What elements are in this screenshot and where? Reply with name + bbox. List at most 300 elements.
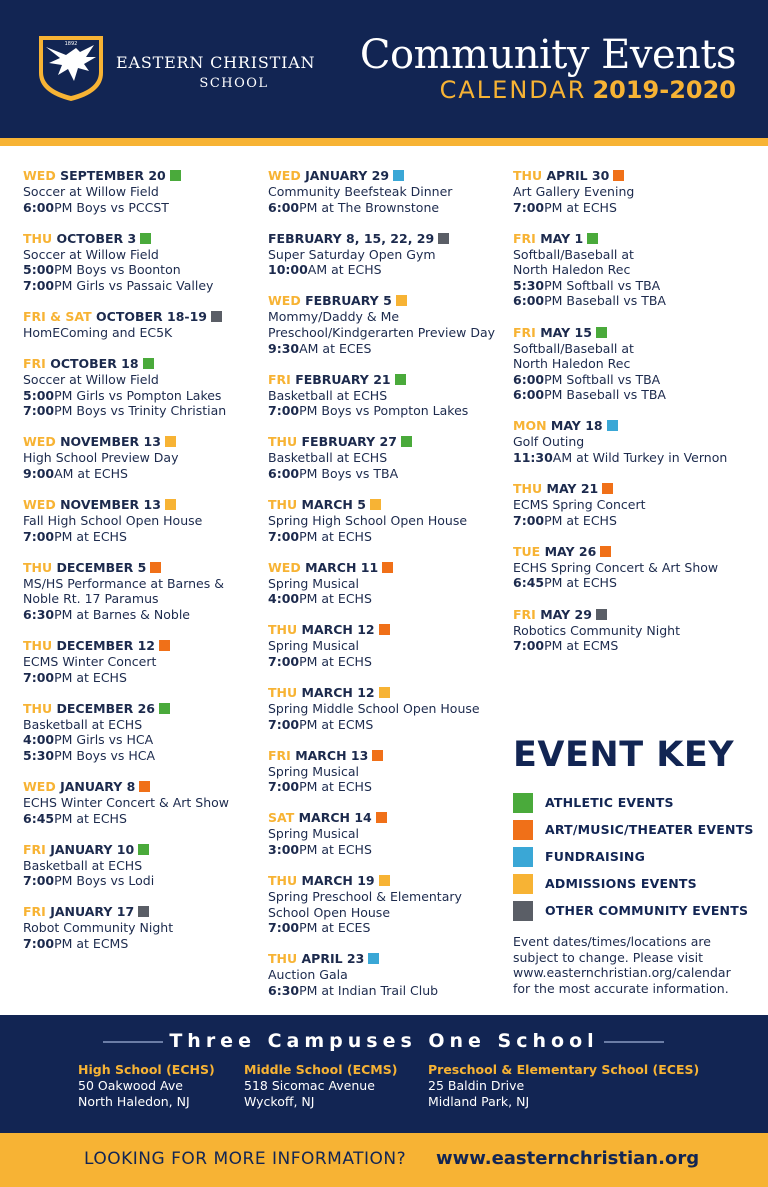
event-detail-line	[268, 388, 508, 404]
event-detail-text: Softball/Baseball at	[513, 340, 634, 356]
event-detail-line	[268, 638, 508, 654]
event-key	[513, 735, 753, 924]
event-date: JANUARY 29	[305, 168, 390, 183]
event-detail-text: PM Boys vs HCA	[54, 747, 156, 763]
logo-year: 1892	[64, 41, 78, 47]
school-subtitle: SCHOOL	[199, 76, 269, 91]
event-time: 5:30	[23, 747, 55, 763]
event-type-square-icon	[379, 624, 390, 635]
event-header	[268, 685, 508, 701]
event-time: 6:00	[23, 199, 55, 215]
event-detail-line	[23, 920, 263, 936]
event-type-square-icon	[368, 953, 379, 964]
events-column-3	[513, 168, 753, 669]
event-detail-line	[268, 341, 508, 357]
more-info-question: LOOKING FOR MORE INFORMATION?	[84, 1149, 407, 1169]
event-type-square-icon	[138, 906, 149, 917]
event-day: FRI	[513, 230, 536, 246]
event-type-square-icon	[372, 750, 383, 761]
event-detail-line	[23, 403, 263, 419]
note-line: for the most accurate information.	[513, 980, 729, 996]
event-detail-line	[268, 920, 508, 936]
event-header	[23, 168, 263, 184]
event-key-item	[513, 789, 753, 816]
campuses-title: Three Campuses One School	[169, 1030, 599, 1052]
event-detail-line	[23, 732, 263, 748]
event-detail-line	[513, 638, 753, 654]
event-detail-line	[23, 372, 263, 388]
event-detail-text: PM at ECMS	[54, 935, 129, 951]
event-detail-text: ECMS Spring Concert	[513, 497, 646, 513]
event-item	[268, 231, 508, 278]
campus-name: Preschool & Elementary School (ECES)	[428, 1062, 700, 1077]
event-type-square-icon	[396, 295, 407, 306]
event-day: THU	[513, 168, 543, 183]
event-item	[23, 309, 263, 341]
website-link[interactable]: www.easternchristian.org	[436, 1148, 700, 1169]
event-detail-text: Basketball at ECHS	[23, 857, 143, 873]
event-date: FEBRUARY 8, 15, 22, 29	[268, 230, 435, 246]
event-detail-text: PM at ECMS	[299, 716, 374, 732]
event-time: 7:00	[513, 638, 545, 654]
event-item	[23, 904, 263, 951]
event-detail-line	[23, 607, 263, 623]
event-day: MON	[513, 418, 547, 434]
events-column-2	[268, 168, 508, 1014]
event-detail-text: PM Baseball vs TBA	[544, 387, 666, 403]
note-line: www.easternchristian.org/calendar	[513, 965, 731, 981]
campus-address-line: 50 Oakwood Ave	[78, 1078, 183, 1093]
event-type-square-icon	[596, 609, 607, 620]
event-day: WED	[268, 559, 301, 575]
event-type-square-icon	[165, 436, 176, 447]
header-accent-bar	[0, 138, 768, 146]
event-time: 3:00	[268, 842, 300, 858]
event-time: 7:00	[268, 716, 300, 732]
event-detail-text: Robot Community Night	[23, 920, 174, 936]
event-detail-text: Robotics Community Night	[513, 622, 680, 638]
event-date: MARCH 12	[301, 622, 375, 638]
event-date: MARCH 12	[301, 685, 375, 701]
event-time: 5:00	[23, 387, 55, 403]
event-detail-text: Softball/Baseball at	[513, 246, 634, 262]
event-detail-line	[23, 278, 263, 294]
event-detail-line	[513, 372, 753, 388]
event-date: DECEMBER 12	[56, 638, 156, 653]
event-day: THU	[268, 434, 298, 450]
event-date: DECEMBER 26	[56, 700, 156, 716]
key-color-square-icon	[513, 901, 533, 921]
event-type-square-icon	[587, 233, 598, 244]
event-date: JANUARY 8	[60, 778, 136, 794]
event-detail-line	[23, 748, 263, 764]
event-detail-line	[268, 466, 508, 482]
event-detail-text: ECHS Winter Concert & Art Show	[23, 794, 230, 810]
campus-address-line: North Haledon, NJ	[78, 1094, 190, 1109]
event-detail-line	[513, 200, 753, 216]
event-detail-line	[513, 247, 753, 263]
event-type-square-icon	[138, 844, 149, 855]
event-day: FRI	[513, 324, 536, 340]
event-detail-text: PM at ECHS	[299, 591, 372, 607]
event-detail-text: Noble Rt. 17 Paramus	[23, 591, 159, 607]
event-time: 7:00	[23, 669, 55, 685]
event-header	[513, 168, 753, 184]
campus-address-line: Wyckoff, NJ	[244, 1094, 315, 1109]
event-time: 7:00	[23, 935, 55, 951]
year-label: 2019-2020	[592, 76, 736, 104]
event-detail-line	[23, 247, 263, 263]
event-date: OCTOBER 18	[50, 356, 139, 372]
event-type-square-icon	[395, 374, 406, 385]
event-detail-text: Preschool/Kindgerarten Preview Day	[268, 324, 496, 340]
event-detail-text: PM at ECHS	[299, 842, 372, 858]
key-color-square-icon	[513, 874, 533, 894]
event-time: 7:00	[268, 403, 300, 419]
event-header	[268, 372, 508, 388]
event-detail-line	[23, 388, 263, 404]
event-key-label: FUNDRAISING	[545, 849, 646, 864]
event-detail-line	[23, 529, 263, 545]
event-detail-line	[23, 576, 263, 592]
event-detail-text: PM at ECHS	[544, 199, 617, 215]
event-day: FRI	[268, 371, 291, 387]
event-item	[268, 372, 508, 419]
event-day: WED	[23, 168, 56, 183]
event-item	[268, 497, 508, 544]
event-item	[23, 434, 263, 481]
event-type-square-icon	[602, 483, 613, 494]
event-item	[23, 779, 263, 826]
event-detail-text: Soccer at Willow Field	[23, 372, 159, 388]
event-date: MAY 29	[540, 606, 592, 622]
event-detail-text: Community Beefsteak Dinner	[268, 184, 453, 199]
event-item	[268, 168, 508, 215]
event-detail-line	[23, 466, 263, 482]
event-time: 5:30	[513, 277, 545, 293]
event-detail-text: AM at ECHS	[54, 465, 128, 481]
event-day: FRI	[268, 747, 291, 763]
event-day: THU	[23, 638, 53, 653]
event-header	[23, 779, 263, 795]
event-type-square-icon	[393, 170, 404, 181]
event-date: MARCH 13	[295, 747, 369, 763]
event-date: FEBRUARY 21	[295, 371, 391, 387]
event-detail-line	[513, 450, 753, 466]
event-detail-line	[513, 387, 753, 403]
event-day: FRI	[23, 904, 46, 920]
event-time: 6:00	[268, 199, 300, 215]
event-detail-text: MS/HS Performance at Barnes &	[23, 575, 224, 591]
event-header	[23, 356, 263, 372]
event-detail-text: PM Girls vs Pompton Lakes	[54, 387, 222, 403]
event-day: TUE	[513, 543, 541, 559]
event-detail-line	[268, 826, 508, 842]
event-detail-line	[268, 779, 508, 795]
event-time: 7:00	[268, 779, 300, 795]
event-detail-line	[268, 513, 508, 529]
page-title: Community Events	[359, 32, 736, 78]
event-item	[23, 638, 263, 685]
event-detail-line	[513, 356, 753, 372]
event-detail-text: Basketball at ECHS	[23, 716, 143, 732]
event-type-square-icon	[596, 327, 607, 338]
event-key-label: ART/MUSIC/THEATER EVENTS	[545, 822, 754, 837]
event-detail-line	[513, 341, 753, 357]
event-header	[268, 434, 508, 450]
event-date: MAY 21	[546, 481, 599, 497]
event-detail-text: PM at ECHS	[54, 810, 127, 826]
event-type-square-icon	[165, 499, 176, 510]
event-day: FRI	[23, 356, 46, 372]
event-time: 6:00	[513, 387, 545, 403]
event-time: 5:00	[23, 262, 55, 278]
event-type-square-icon	[159, 640, 170, 651]
event-date: DECEMBER 5	[56, 559, 147, 575]
event-detail-line	[513, 513, 753, 529]
event-header	[23, 434, 263, 450]
campus-middle-school	[244, 1062, 397, 1110]
event-type-square-icon	[376, 812, 387, 823]
event-detail-text: PM at ECHS	[544, 575, 617, 591]
event-detail-line	[23, 936, 263, 952]
event-date: MARCH 14	[298, 810, 372, 826]
event-type-square-icon	[607, 420, 618, 431]
event-detail-line	[23, 325, 263, 341]
event-detail-line	[268, 717, 508, 733]
event-header	[513, 607, 753, 623]
event-header	[268, 293, 508, 309]
event-detail-text: PM Softball vs TBA	[544, 371, 661, 387]
event-time: 6:30	[23, 606, 55, 622]
event-detail-text: PM at ECHS	[299, 779, 372, 795]
event-detail-text: PM Girls vs Passaic Valley	[54, 277, 214, 293]
event-detail-text: ECHS Spring Concert & Art Show	[513, 559, 719, 575]
event-detail-text: PM at ECHS	[299, 528, 372, 544]
event-time: 6:00	[513, 293, 545, 309]
event-detail-line	[268, 842, 508, 858]
event-time: 9:30	[268, 340, 300, 356]
event-detail-text: North Haledon Rec	[513, 262, 631, 278]
event-type-square-icon	[382, 562, 393, 573]
event-time: 6:45	[513, 575, 545, 591]
event-detail-text: PM Boys vs Boonton	[54, 262, 181, 278]
event-time: 6:30	[268, 983, 300, 999]
event-time: 7:00	[268, 654, 300, 669]
event-detail-text: AM at ECES	[299, 340, 372, 356]
event-header	[23, 560, 263, 576]
event-key-label: ADMISSIONS EVENTS	[545, 876, 697, 891]
event-type-square-icon	[379, 687, 390, 698]
event-header	[268, 873, 508, 889]
event-detail-line	[23, 184, 263, 200]
event-detail-text: PM at ECES	[299, 920, 371, 936]
event-detail-line	[268, 764, 508, 780]
event-date: SEPTEMBER 20	[60, 168, 166, 183]
event-time: 7:00	[268, 528, 300, 544]
event-item	[23, 168, 263, 215]
note-line: Event dates/times/locations are	[513, 934, 711, 949]
event-detail-text: PM Boys vs PCCST	[54, 199, 169, 215]
event-detail-text: Auction Gala	[268, 967, 348, 983]
event-header	[23, 701, 263, 717]
event-time: 11:30	[513, 450, 553, 466]
event-detail-line	[23, 873, 263, 889]
event-type-square-icon	[139, 781, 150, 792]
event-day: WED	[23, 497, 56, 513]
campus-address-line: Midland Park, NJ	[428, 1094, 530, 1109]
event-detail-text: PM at Indian Trail Club	[299, 983, 439, 999]
event-detail-text: Mommy/Daddy & Me	[268, 309, 400, 325]
event-item	[23, 560, 263, 623]
event-detail-line	[23, 591, 263, 607]
event-header	[268, 560, 508, 576]
event-detail-line	[513, 278, 753, 294]
event-day: WED	[268, 293, 301, 309]
event-detail-line	[513, 497, 753, 513]
event-item	[268, 873, 508, 936]
event-day: THU	[268, 873, 298, 889]
event-header	[513, 325, 753, 341]
event-header	[23, 638, 263, 654]
event-time: 9:00	[23, 465, 55, 481]
event-date: MAY 18	[550, 418, 603, 434]
event-detail-text: PM Girls vs HCA	[54, 732, 154, 748]
event-date: NOVEMBER 13	[60, 434, 161, 450]
event-date: OCTOBER 18-19	[96, 308, 207, 324]
event-detail-text: Basketball at ECHS	[268, 450, 388, 466]
event-detail-line	[513, 623, 753, 639]
event-detail-line	[513, 434, 753, 450]
event-detail-line	[268, 247, 508, 263]
event-detail-text: Basketball at ECHS	[268, 387, 388, 403]
event-detail-line	[268, 654, 508, 670]
event-type-square-icon	[150, 562, 161, 573]
event-detail-line	[23, 200, 263, 216]
event-detail-text: Spring Musical	[268, 763, 360, 779]
event-day: THU	[268, 622, 298, 638]
event-detail-text: Spring Middle School Open House	[268, 701, 480, 717]
event-detail-text: PM Boys vs TBA	[299, 465, 399, 481]
event-detail-text: PM at The Brownstone	[299, 199, 440, 215]
event-key-label: OTHER COMMUNITY EVENTS	[545, 903, 749, 918]
event-date: JANUARY 17	[50, 904, 135, 920]
event-item	[23, 701, 263, 764]
event-detail-text: Fall High School Open House	[23, 513, 203, 529]
event-header	[268, 810, 508, 826]
event-date: MARCH 19	[301, 873, 375, 889]
event-day: THU	[23, 559, 53, 575]
event-day: FRI	[513, 606, 536, 622]
event-detail-line	[23, 811, 263, 827]
event-detail-line	[513, 560, 753, 576]
event-detail-line	[23, 717, 263, 733]
event-time: 6:45	[23, 810, 55, 826]
event-header	[23, 309, 263, 325]
campus-high-school	[78, 1062, 215, 1110]
event-item	[23, 356, 263, 419]
event-detail-line	[268, 262, 508, 278]
event-item	[513, 325, 753, 403]
event-detail-line	[23, 450, 263, 466]
event-date: OCTOBER 3	[56, 230, 137, 246]
event-detail-line	[268, 967, 508, 983]
event-item	[513, 168, 753, 215]
event-detail-line	[268, 200, 508, 216]
event-item	[268, 810, 508, 857]
event-detail-text: PM at ECHS	[299, 654, 372, 669]
calendar-label: CALENDAR	[439, 76, 587, 104]
event-detail-line	[23, 858, 263, 874]
event-detail-text: HomEComing and EC5K	[23, 324, 173, 340]
event-item	[268, 685, 508, 732]
event-detail-text: PM at ECHS	[544, 512, 617, 528]
campus-address-line: 25 Baldin Drive	[428, 1078, 525, 1093]
event-type-square-icon	[211, 311, 222, 322]
event-detail-line	[268, 309, 508, 325]
event-time: 7:00	[23, 277, 55, 293]
event-detail-text: PM at Barnes & Noble	[54, 606, 190, 622]
event-header	[268, 622, 508, 638]
campus-elementary-school	[428, 1062, 699, 1110]
event-detail-line	[513, 184, 753, 200]
page-subtitle	[440, 76, 736, 104]
event-type-square-icon	[401, 436, 412, 447]
event-item	[268, 434, 508, 481]
event-detail-line	[513, 293, 753, 309]
event-day: THU	[268, 497, 298, 513]
key-color-square-icon	[513, 820, 533, 840]
event-time: 10:00	[268, 262, 308, 278]
event-day: THU	[513, 481, 543, 497]
event-type-square-icon	[600, 546, 611, 557]
event-header	[513, 418, 753, 434]
event-detail-line	[268, 889, 508, 905]
event-detail-line	[513, 262, 753, 278]
event-date: APRIL 30	[546, 168, 610, 183]
event-detail-text: Spring Musical	[268, 638, 360, 654]
event-detail-text: PM Baseball vs TBA	[544, 293, 666, 309]
event-detail-line	[268, 701, 508, 717]
event-header	[513, 231, 753, 247]
event-day: THU	[23, 700, 53, 716]
event-detail-text: PM at ECHS	[54, 528, 127, 544]
event-detail-text: Art Gallery Evening	[513, 184, 635, 199]
event-date: MAY 26	[544, 543, 597, 559]
event-detail-text: North Haledon Rec	[513, 356, 631, 372]
event-item	[513, 231, 753, 309]
event-item	[23, 497, 263, 544]
event-day: THU	[268, 951, 298, 967]
event-detail-line	[268, 450, 508, 466]
event-item	[513, 418, 753, 465]
event-date: MAY 15	[540, 324, 592, 340]
event-detail-text: Soccer at Willow Field	[23, 184, 159, 199]
event-item	[513, 544, 753, 591]
event-header	[23, 904, 263, 920]
event-item	[513, 607, 753, 654]
campus-name: High School (ECHS)	[78, 1062, 215, 1077]
event-day: FRI	[23, 841, 46, 857]
event-date: MARCH 5	[301, 497, 366, 513]
event-item	[23, 231, 263, 294]
event-type-square-icon	[170, 170, 181, 181]
event-time: 4:00	[23, 732, 55, 748]
event-header	[268, 497, 508, 513]
event-item	[268, 622, 508, 669]
event-key-item	[513, 843, 753, 870]
campus-name: Middle School (ECMS)	[244, 1062, 398, 1077]
